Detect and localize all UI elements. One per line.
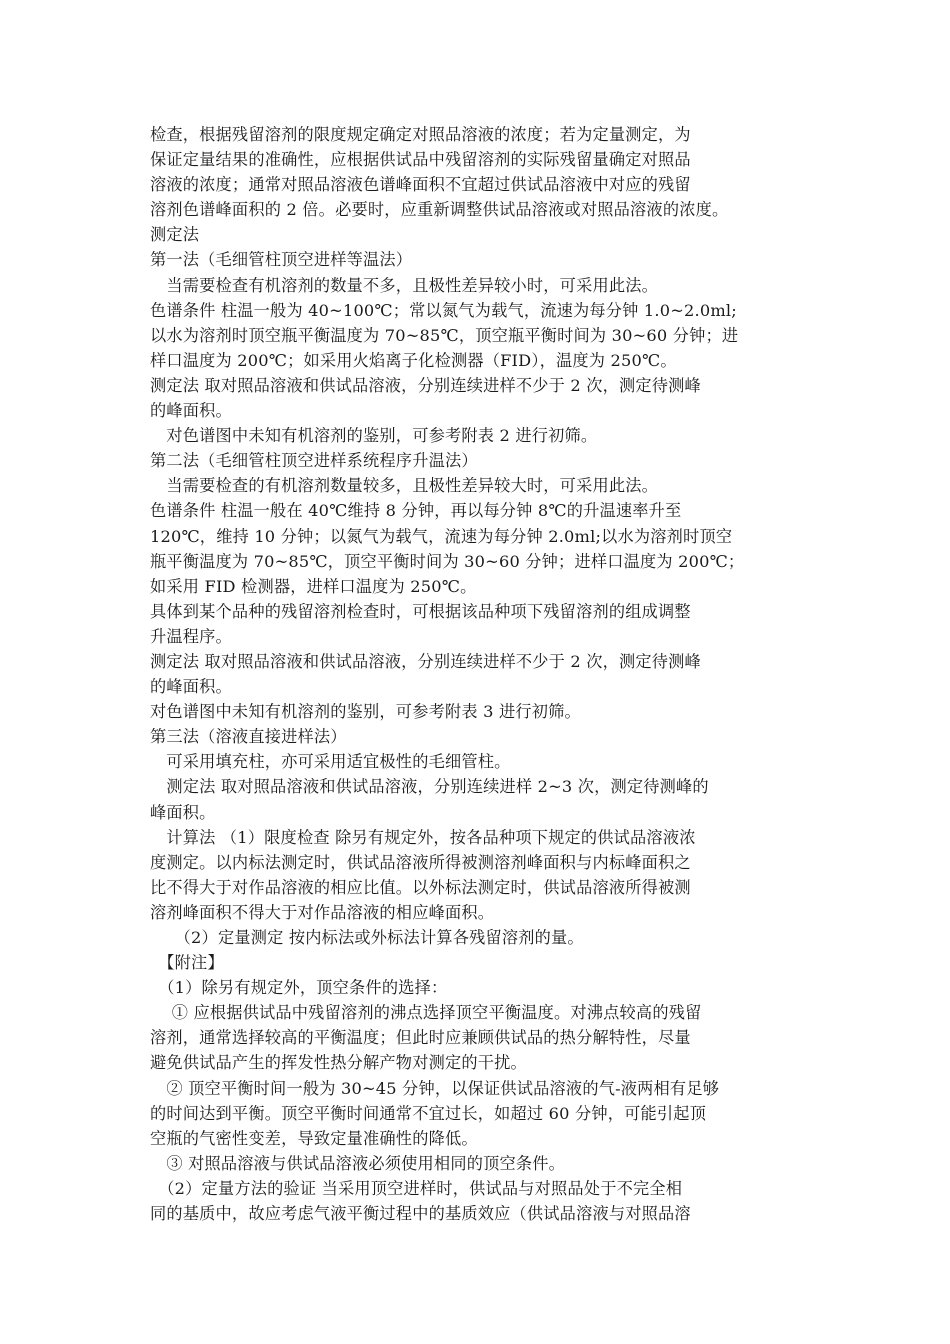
text-line: 同的基质中，故应考虑气液平衡过程中的基质效应（供试品溶液与对照品溶 bbox=[150, 1204, 691, 1224]
text-line: 对色谱图中未知有机溶剂的鉴别，可参考附表 3 进行初筛。 bbox=[150, 702, 581, 722]
text-line: 具体到某个品种的残留溶剂检查时，可根据该品种项下残留溶剂的组成调整 bbox=[150, 601, 691, 621]
text-line: 度测定。以内标法测定时，供试品溶液所得被测溶剂峰面积与内标峰面积之 bbox=[150, 852, 691, 872]
text-line: ③ 对照品溶液与供试品溶液必须使用相同的顶空条件。 bbox=[150, 1153, 566, 1173]
text-line: 保证定量结果的准确性，应根据供试品中残留溶剂的实际残留量确定对照品 bbox=[150, 150, 691, 170]
text-line: 计算法 （1）限度检查 除另有规定外，按各品种项下规定的供试品溶液浓 bbox=[150, 827, 696, 847]
text-line: （2）定量方法的验证 当采用顶空进样时，供试品与对照品处于不完全相 bbox=[150, 1178, 683, 1198]
text-line: 120℃，维持 10 分钟；以氮气为载气，流速为每分钟 2.0ml;以水为溶剂时顶空 bbox=[150, 526, 733, 546]
notes-heading: 【附注】 bbox=[150, 953, 224, 973]
text-line: 溶剂峰面积不得大于对作品溶液的相应峰面积。 bbox=[150, 902, 495, 922]
text-line: 峰面积。 bbox=[150, 802, 216, 822]
text-line: （2）定量测定 按内标法或外标法计算各残留溶剂的量。 bbox=[150, 928, 584, 947]
text-line: 色谱条件 柱温一般在 40℃维持 8 分钟，再以每分钟 8℃的升温速率升至 bbox=[150, 501, 682, 521]
text-line: 检查，根据残留溶剂的限度规定确定对照品溶液的浓度；若为定量测定，为 bbox=[150, 125, 691, 144]
text-line: ① 应根据供试品中残留溶剂的沸点选择顶空平衡温度。对沸点较高的残留 bbox=[150, 1003, 702, 1023]
text-line: 溶液的浓度；通常对照品溶液色谱峰面积不宜超过供试品溶液中对应的残留 bbox=[150, 175, 691, 195]
text-line: 升温程序。 bbox=[150, 626, 232, 646]
method-heading: 第三法（溶液直接进样法） bbox=[150, 727, 347, 747]
method-heading: 第一法（毛细管柱顶空进样等温法） bbox=[150, 250, 413, 270]
text-line: 空瓶的气密性变差，导致定量准确性的降低。 bbox=[150, 1128, 478, 1148]
text-line: 色谱条件 柱温一般为 40~100℃；常以氮气为载气，流速为每分钟 1.0~2.0ml; bbox=[150, 300, 737, 320]
text-line: 以水为溶剂时顶空瓶平衡温度为 70~85℃，顶空瓶平衡时间为 30~60 分钟；进 bbox=[150, 325, 739, 345]
text-line: 的峰面积。 bbox=[150, 401, 232, 421]
text-line: （1）除另有规定外，顶空条件的选择： bbox=[150, 978, 448, 998]
document-page bbox=[150, 122, 810, 1226]
text-line: ② 顶空平衡时间一般为 30~45 分钟，以保证供试品溶液的气-液两相有足够 bbox=[150, 1078, 720, 1098]
text-line: 测定法 取对照品溶液和供试品溶液，分别连续进样不少于 2 次，测定待测峰 bbox=[150, 375, 701, 395]
text-line: 可采用填充柱，亦可采用适宜极性的毛细管柱。 bbox=[150, 752, 511, 772]
text-line: 溶剂，通常选择较高的平衡温度；但此时应兼顾供试品的热分解特性，尽量 bbox=[150, 1028, 691, 1048]
text-line: 测定法 取对照品溶液和供试品溶液，分别连续进样 2~3 次，测定待测峰的 bbox=[150, 777, 709, 797]
text-line: 的时间达到平衡。顶空平衡时间通常不宜过长，如超过 60 分钟，可能引起顶 bbox=[150, 1103, 707, 1123]
text-line: 避免供试品产生的挥发性热分解产物对测定的干扰。 bbox=[150, 1053, 527, 1073]
text-line: 测定法 取对照品溶液和供试品溶液，分别连续进样不少于 2 次，测定待测峰 bbox=[150, 651, 701, 671]
text-line: 的峰面积。 bbox=[150, 677, 232, 697]
section-heading: 测定法 bbox=[150, 225, 200, 245]
text-line: 瓶平衡温度为 70~85℃，顶空平衡时间为 30~60 分钟；进样口温度为 200℃； bbox=[150, 551, 745, 571]
text-line: 当需要检查有机溶剂的数量不多，且极性差异较小时，可采用此法。 bbox=[150, 275, 659, 295]
text-line: 比不得大于对作品溶液的相应比值。以外标法测定时，供试品溶液所得被测 bbox=[150, 877, 691, 897]
text-line: 当需要检查的有机溶剂数量较多，且极性差异较大时，可采用此法。 bbox=[150, 476, 659, 496]
text-line: 如采用 FID 检测器，进样口温度为 250℃。 bbox=[150, 576, 477, 596]
text-line: 样口温度为 200℃；如采用火焰离子化检测器（FID），温度为 250℃。 bbox=[150, 350, 677, 370]
text-line: 对色谱图中未知有机溶剂的鉴别，可参考附表 2 进行初筛。 bbox=[150, 426, 598, 446]
text-line: 溶剂色谱峰面积的 2 倍。必要时，应重新调整供试品溶液或对照品溶液的浓度。 bbox=[150, 200, 729, 220]
method-heading: 第二法（毛细管柱顶空进样系统程序升温法） bbox=[150, 451, 478, 471]
